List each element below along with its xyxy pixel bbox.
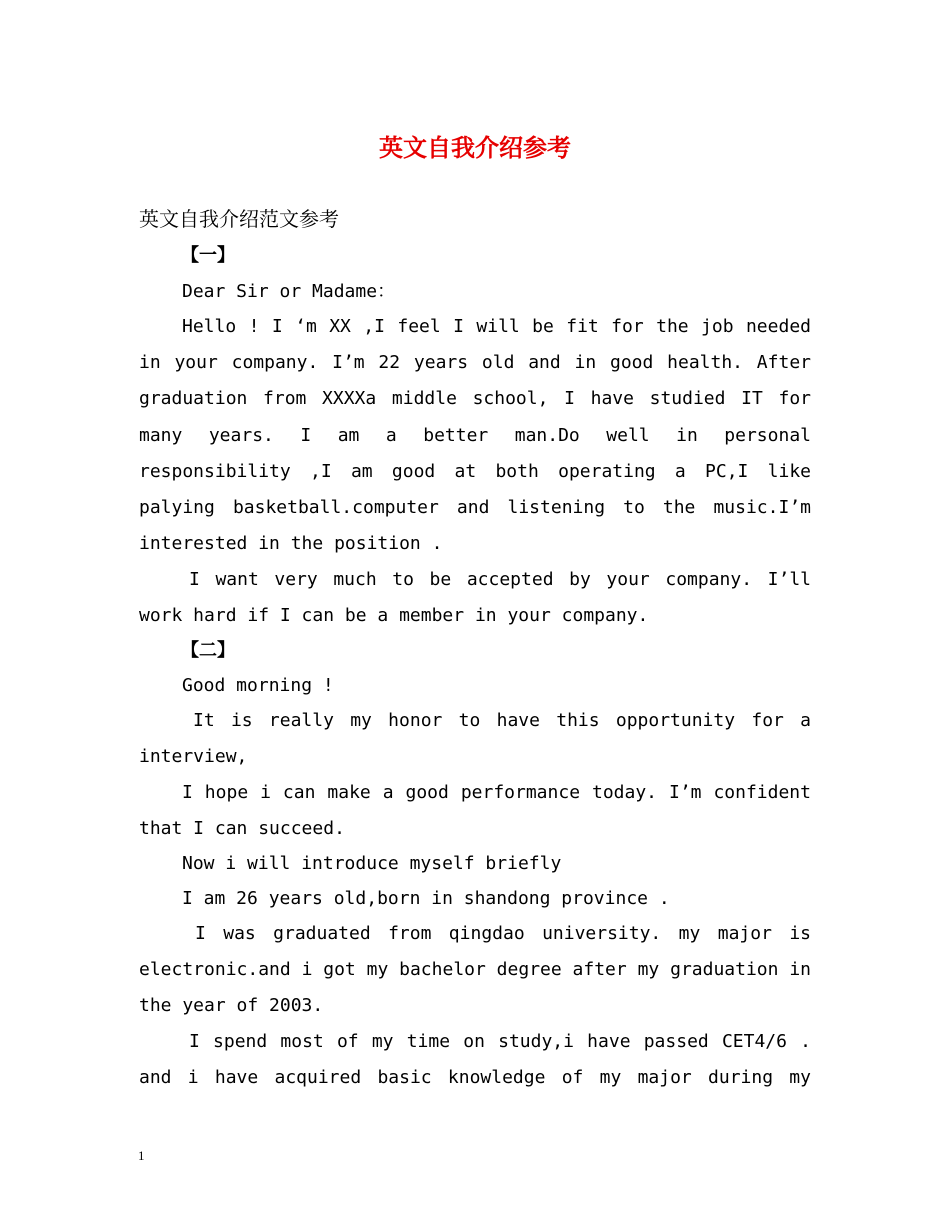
document-title: 英文自我介绍参考: [379, 133, 571, 162]
greeting-line: Good morning !: [182, 675, 334, 696]
paragraph-line: It is really my honor to have this opportunity for a: [193, 710, 811, 731]
document-subtitle: 英文自我介绍范文参考: [139, 207, 339, 231]
paragraph-line: work hard if I can be a member in your company.: [139, 605, 649, 626]
paragraph-line: graduation from XXXXa middle school, I have studied IT for: [139, 388, 811, 409]
paragraph-line: I am 26 years old,born in shandong province .: [182, 888, 670, 909]
paragraph-line: interested in the position .: [139, 533, 443, 554]
paragraph-line: I want very much to be accepted by your company. I’ll: [189, 569, 811, 590]
paragraph-line: and i have acquired basic knowledge of my major during my: [139, 1067, 811, 1088]
paragraph-line: responsibility ,I am good at both operating a PC,I like: [139, 461, 811, 482]
paragraph-line: electronic.and i got my bachelor degree after my graduation in: [139, 959, 811, 980]
paragraph-line: the year of 2003.: [139, 995, 324, 1016]
salutation-line: Dear Sir or Madame：: [182, 281, 396, 302]
paragraph-line: I spend most of my time on study,i have passed CET4/6 .: [189, 1031, 811, 1052]
paragraph-line: Now i will introduce myself briefly: [182, 853, 562, 874]
paragraph-line: Hello ! I ‘m XX ,I feel I will be fit for the job needed: [182, 316, 811, 337]
paragraph-line: I hope i can make a good performance today. I’m confident: [182, 782, 811, 803]
paragraph-line: palying basketball.computer and listening to the music.I’m: [139, 497, 811, 518]
section-heading-2: 【二】: [181, 640, 235, 661]
paragraph-line: many years. I am a better man.Do well in personal: [139, 425, 811, 446]
paragraph-line: that I can succeed.: [139, 818, 345, 839]
section-heading-1: 【一】: [181, 245, 235, 266]
paragraph-line: interview,: [139, 746, 248, 767]
paragraph-line: in your company. I’m 22 years old and in good health. After: [139, 352, 811, 373]
paragraph-line: I was graduated from qingdao university. my major is: [195, 923, 811, 944]
page-number: 1: [138, 1148, 145, 1163]
